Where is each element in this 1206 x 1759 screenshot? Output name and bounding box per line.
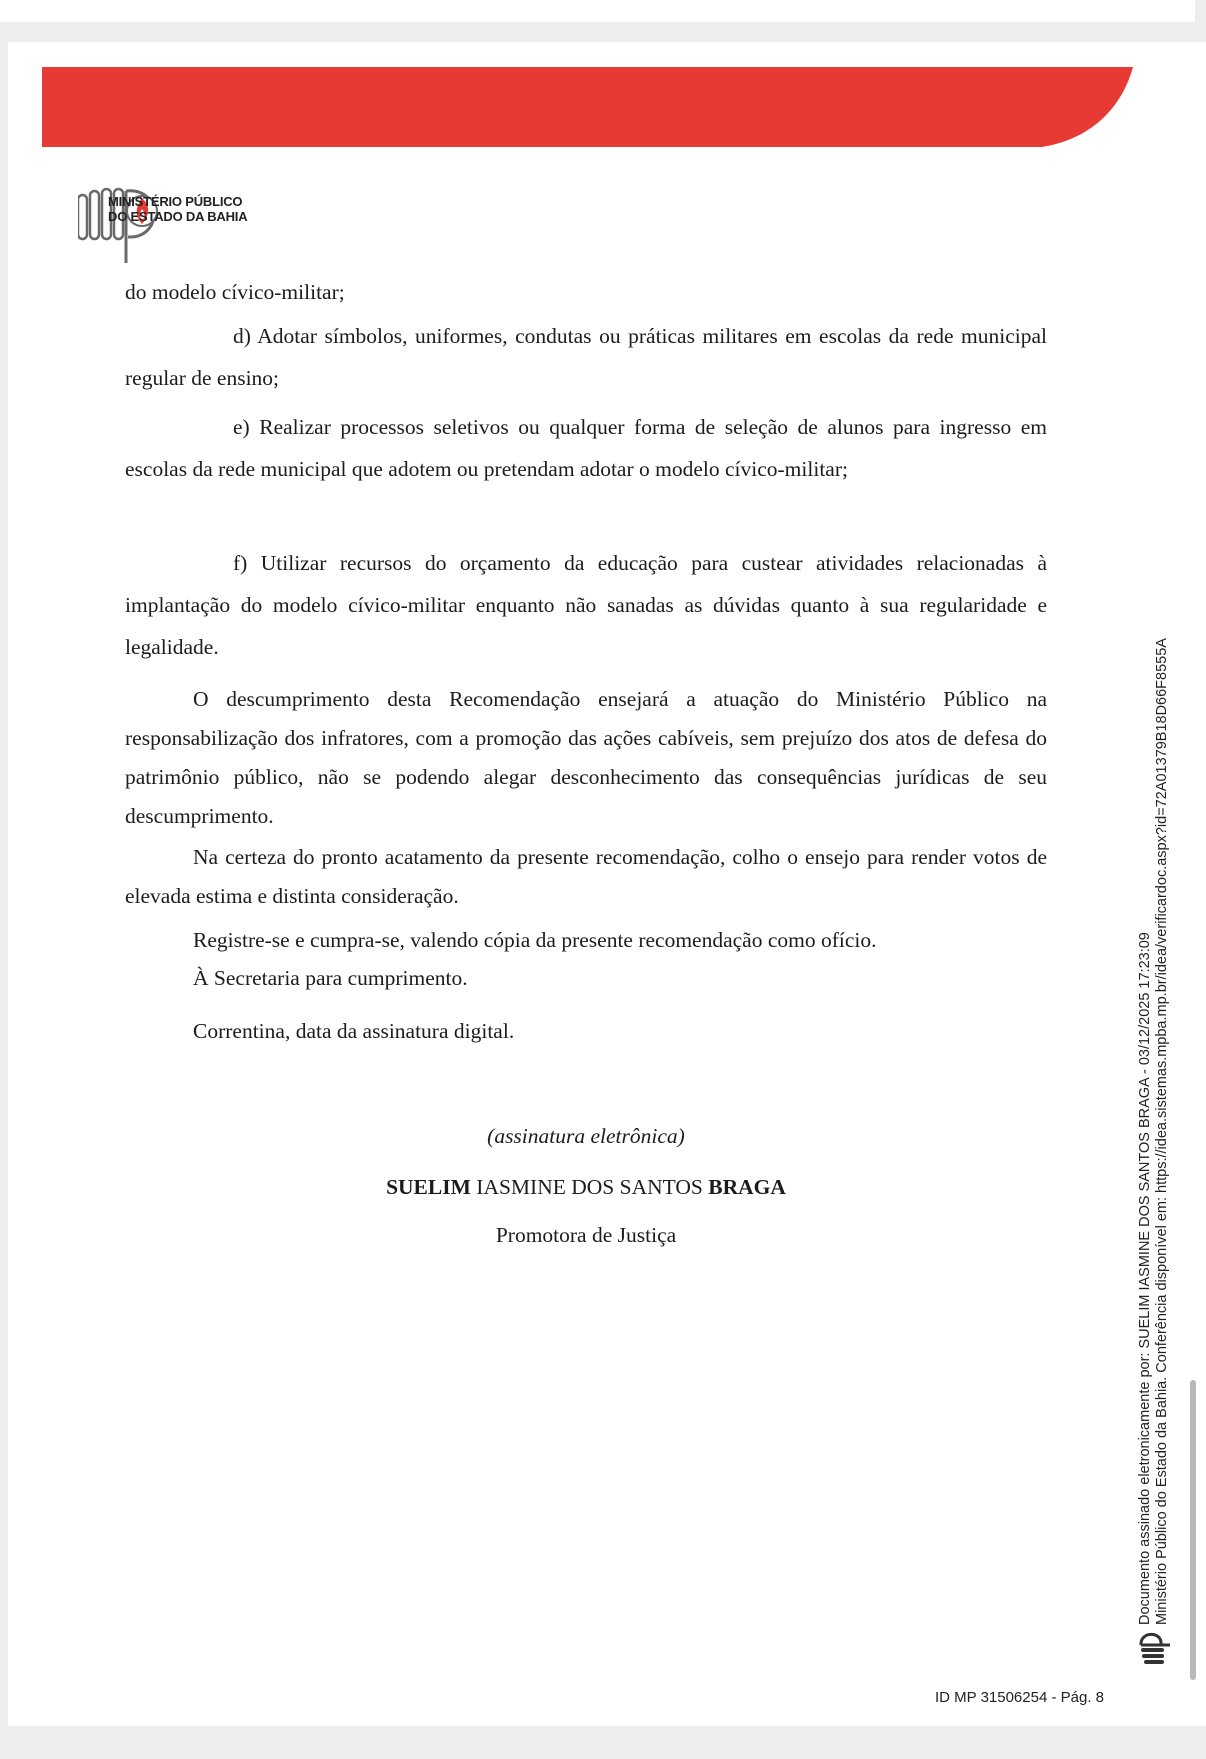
signer-middle-name: IASMINE DOS SANTOS <box>470 1175 709 1199</box>
org-name-line-2: DO ESTADO DA BAHIA <box>108 209 248 224</box>
paragraph-item-e: e) Realizar processos seletivos ou qualquer forma de seleção de alunos para ingresso em escolas da rede municipal que adotem ou pretendam adotar o modelo cívico-militar; <box>125 415 1047 481</box>
document-page <box>8 42 1206 1726</box>
stamp-line-2: Ministério Público do Estado da Bahia. Conferência disponível em: https://idea.sistemas.mpba.mp.br/idea/verificardoc.aspx?id=72A01379B18D66F8555A <box>1154 638 1170 1625</box>
paragraph-registre: Registre-se e cumpra-se, valendo cópia da presente recomendação como ofício. <box>193 928 877 952</box>
page-id-footer: ID MP 31506254 - Pág. 8 <box>935 1689 1104 1706</box>
electronic-signature-stamp <box>1136 535 1176 1665</box>
signer-name <box>125 1175 1047 1200</box>
header-red-banner <box>42 67 1133 147</box>
paragraph-item-f: f) Utilizar recursos do orçamento da educação para custear atividades relacionadas à implantação do modelo cívico-militar enquanto não sanadas as dúvidas quanto à sua regularidade e legalidade. <box>125 551 1047 659</box>
paragraph-item-d: d) Adotar símbolos, uniformes, condutas ou práticas militares em escolas da rede municipal regular de ensino; <box>125 324 1047 390</box>
signer-last-name: BRAGA <box>708 1175 786 1199</box>
paragraph-place-date: Correntina, data da assinatura digital. <box>193 1019 515 1043</box>
paragraph-descumprimento: O descumprimento desta Recomendação ensejará a atuação do Ministério Público na responsabilização dos infratores, com a promoção das ações cabíveis, sem prejuízo dos atos de defesa do patrimônio público, não se podendo alegar desconhecimento das consequências jurídicas de seu descumprimento. <box>125 687 1047 828</box>
mp-stamp-logo-icon <box>1138 1631 1172 1665</box>
paragraph-secretaria: À Secretaria para cumprimento. <box>193 966 468 990</box>
paragraph-certeza: Na certeza do pronto acatamento da presente recomendação, colho o ensejo para render votos de elevada estima e distinta consideração. <box>125 845 1047 908</box>
signer-first-name: SUELIM <box>386 1175 471 1199</box>
signature-note: (assinatura eletrônica) <box>487 1124 685 1148</box>
vertical-scrollbar[interactable] <box>1190 1380 1196 1680</box>
org-name <box>108 194 247 224</box>
stamp-line-1: Documento assinado eletronicamente por: SUELIM IASMINE DOS SANTOS BRAGA - 03/12/2025 17:23:09 <box>1137 932 1153 1625</box>
previous-page-edge <box>0 0 1195 22</box>
org-name-line-1: MINISTÉRIO PÚBLICO <box>108 194 243 209</box>
signer-role: Promotora de Justiça <box>495 1223 677 1247</box>
paragraph-continuation: do modelo cívico-militar; <box>125 280 345 304</box>
